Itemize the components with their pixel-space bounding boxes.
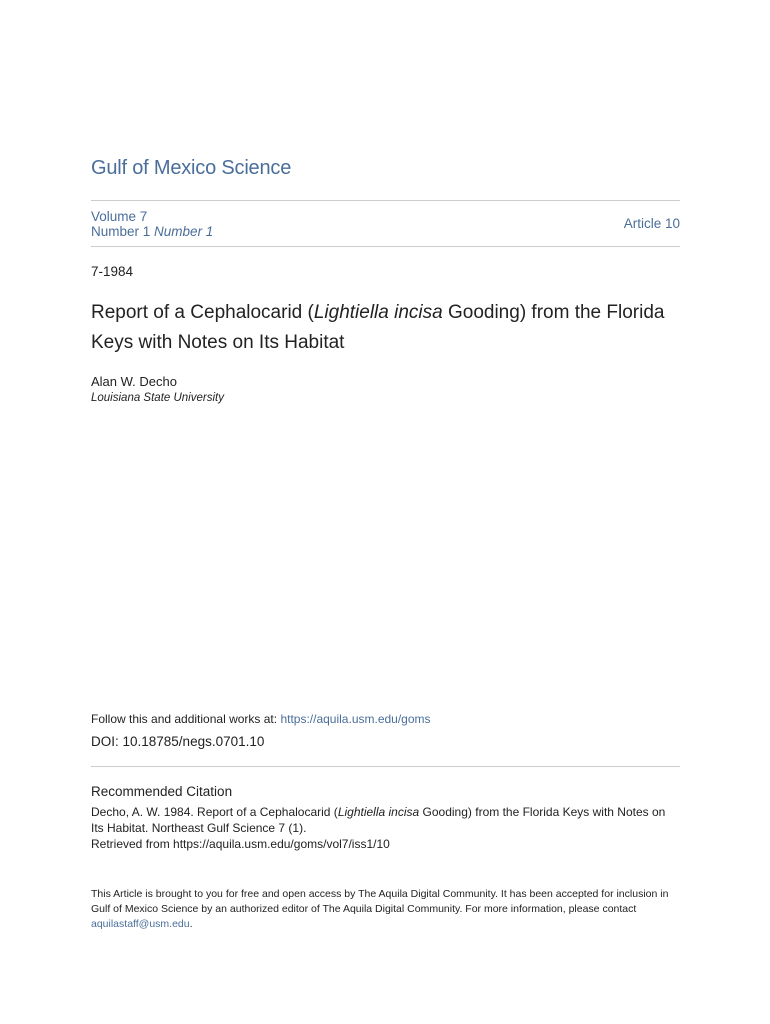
journal-title[interactable]: Gulf of Mexico Science [91,157,292,179]
citation-species-name: Lightiella incisa [337,805,420,819]
divider-bottom [91,766,680,767]
number-line [91,224,213,239]
follow-link[interactable]: https://aquila.usm.edu/goms [280,712,431,726]
contact-email-link[interactable]: aquilastaff@usm.edu [91,918,190,930]
author-name: Alan W. Decho [91,374,177,389]
title-species-name: Lightiella incisa [313,302,443,323]
author-affiliation: Louisiana State University [91,392,224,404]
publication-date: 7-1984 [91,264,134,279]
citation-block [91,804,680,852]
number-link[interactable]: Number 1 [91,224,151,239]
title-text-end: Gooding) from the Florida Keys with Notes on Its Habitat [91,302,665,353]
volume-link[interactable]: Volume 7 [91,209,148,224]
follow-text: Follow this and additional works at: [91,712,281,726]
citation-text-end: Gooding) from the Florida Keys with Notes on Its Habitat. Northeast Gulf Science 7 (1). [91,805,666,835]
volume-issue-block [91,209,213,239]
recommended-citation-heading: Recommended Citation [91,784,233,799]
doi-text: DOI: 10.18785/negs.0701.10 [91,734,265,749]
citation-text [91,804,680,836]
access-notice [91,887,680,932]
notice-text: This Article is brought to you for free and open access by The Aquila Digital Community. It has been accepted for inclusion in Gulf of Mexico Science by an authorized editor of The Aquila Digital Community. For more information, please contact [91,888,669,915]
title-text-start: Report of a Cephalocarid ( [91,302,314,323]
number-italic-link[interactable]: Number 1 [154,224,214,239]
article-number-link[interactable]: Article 10 [623,216,680,231]
citation-retrieved: Retrieved from https://aquila.usm.edu/goms/vol7/iss1/10 [91,837,390,851]
follow-line [91,712,431,726]
citation-text-start: Decho, A. W. 1984. Report of a Cephalocarid ( [91,805,338,819]
notice-end: . [189,918,193,930]
article-title[interactable] [91,298,671,358]
divider-top [91,200,680,201]
divider-middle [91,246,680,247]
